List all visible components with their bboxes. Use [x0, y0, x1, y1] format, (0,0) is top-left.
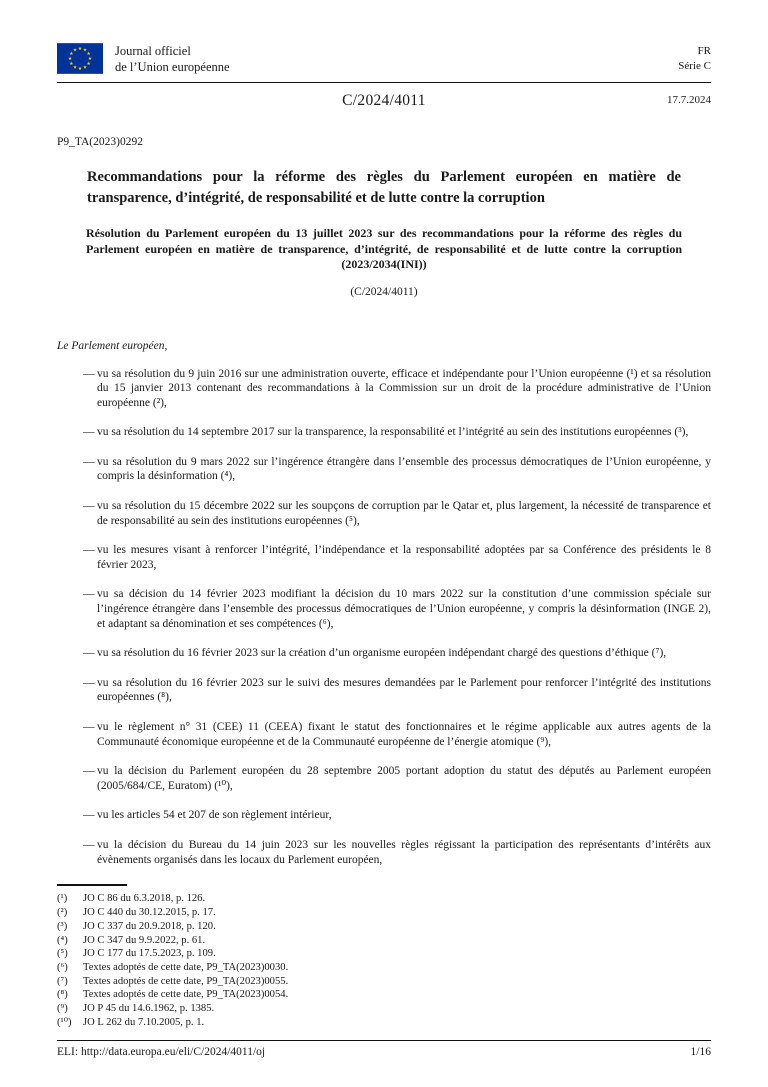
citation-text: vu sa résolution du 16 février 2023 sur la création d’un organisme européen indépendant chargé des questions d’éthique (⁷), [97, 647, 667, 660]
header-divider [57, 82, 711, 83]
citation-text: vu la décision du Bureau du 14 juin 2023 sur les nouvelles règles régissant la participation des représentants d’intérêts aux évènements organisés dans les locaux du Parlement européen, [97, 838, 711, 866]
citation-item [57, 676, 711, 705]
preamble-opening: Le Parlement européen, [57, 339, 168, 352]
citation-item [57, 499, 711, 528]
footnote-marker: (¹⁰) [57, 1016, 72, 1028]
citation-item [57, 455, 711, 484]
citation-dash-marker: — [83, 809, 95, 822]
citation-item [57, 838, 711, 867]
citation-item [57, 646, 711, 661]
footnote-item [57, 892, 711, 906]
footnote-marker: (⁵) [57, 948, 68, 960]
citation-text: vu sa résolution du 15 décembre 2022 sur les soupçons de corruption par le Qatar et, plus largement, la nécessité de transparence et de responsabilité au sein des institutions européennes (⁵), [97, 500, 711, 527]
page-header [57, 42, 711, 75]
document-reference: (C/2024/4011) [350, 285, 418, 298]
citation-text: vu les articles 54 et 207 de son règlement intérieur, [97, 809, 332, 822]
footnotes-section [57, 884, 711, 1029]
footnote-text: JO C 177 du 17.5.2023, p. 109. [83, 948, 216, 960]
citation-dash-marker: — [83, 426, 95, 439]
footnote-text: JO C 337 du 20.9.2018, p. 120. [83, 920, 216, 932]
citation-text: vu sa décision du 14 février 2023 modifiant la décision du 10 mars 2022 sur la constitution d’une commission spéciale sur l’ingérence étrangère dans l’ensemble des processus démocratiques de l’Union européenne, y compris la désinformation (INGE 2), et adaptant sa dénomination et ses compétences (⁶), [97, 588, 711, 630]
citation-item [57, 587, 711, 631]
citation-dash-marker: — [83, 838, 95, 851]
citations-list [57, 367, 711, 868]
citation-dash-marker: — [83, 544, 95, 557]
procedure-number: P9_TA(2023)0292 [57, 136, 143, 148]
footnote-item [57, 906, 711, 920]
journal-title-line1: Journal officiel [115, 44, 191, 58]
eu-flag-icon [57, 42, 103, 75]
footnote-item [57, 1002, 711, 1016]
footnote-item [57, 988, 711, 1002]
page-number: 1/16 [690, 1046, 711, 1058]
footnote-text: JO P 45 du 14.6.1962, p. 1385. [83, 1003, 215, 1015]
publication-date: 17.7.2024 [667, 94, 711, 106]
footnote-marker: (⁶) [57, 961, 68, 973]
footnote-item [57, 961, 711, 975]
journal-title [115, 42, 230, 75]
citation-dash-marker: — [83, 647, 95, 660]
footnote-item [57, 934, 711, 948]
footnote-text: JO L 262 du 7.10.2005, p. 1. [83, 1016, 205, 1028]
footnote-text: Textes adoptés de cette date, P9_TA(2023)0030. [83, 961, 289, 973]
citation-item [57, 808, 711, 823]
footnote-item [57, 975, 711, 989]
citation-text: vu le règlement n° 31 (CEE) 11 (CEEA) fixant le statut des fonctionnaires et le régime applicable aux autres agents de la Communauté économique européenne et de la Communauté européenne de l’énergie atomique (⁹), [97, 721, 711, 748]
eli-link[interactable]: ELI: http://data.europa.eu/eli/C/2024/4011/oj [57, 1046, 266, 1058]
document-number-row [57, 92, 711, 112]
footnote-marker: (⁹) [57, 1003, 68, 1015]
footnote-text: Textes adoptés de cette date, P9_TA(2023)0055. [83, 975, 289, 987]
footnote-marker: (²) [57, 907, 68, 919]
citation-text: vu sa résolution du 14 septembre 2017 sur la transparence, la responsabilité et l’intégrité au sein des institutions européennes (³), [97, 426, 689, 439]
citation-item [57, 720, 711, 749]
footnote-marker: (⁸) [57, 989, 68, 1001]
citation-text: vu sa résolution du 9 mars 2022 sur l’ingérence étrangère dans l’ensemble des processus démocratiques de l’Union européenne, y compris la désinformation (⁴), [97, 455, 711, 483]
header-edition-info [678, 42, 711, 74]
citation-text: vu les mesures visant à renforcer l’intégrité, l’indépendance et la responsabilité adoptées par sa Conférence des présidents le 8 février 2023, [97, 544, 711, 571]
citation-item [57, 425, 711, 440]
footnote-marker: (⁷) [57, 975, 68, 987]
citation-dash-marker: — [83, 500, 95, 513]
page-footer [57, 1040, 711, 1058]
citation-dash-marker: — [83, 721, 95, 733]
footnote-marker: (³) [57, 920, 68, 932]
footnote-item [57, 920, 711, 934]
citation-dash-marker: — [83, 588, 95, 601]
citation-dash-marker: — [83, 676, 95, 689]
citation-dash-marker: — [83, 367, 95, 380]
footnote-separator [57, 884, 127, 886]
footnote-text: JO C 86 du 6.3.2018, p. 126. [83, 893, 206, 905]
footnote-marker: (¹) [57, 893, 68, 905]
citation-item [57, 543, 711, 572]
language-code: FR [697, 45, 711, 57]
citation-text: vu la décision du Parlement européen du 28 septembre 2005 portant adoption du statut des députés au Parlement européen (2005/684/CE, Euratom) (¹⁰), [97, 765, 711, 792]
citation-item [57, 367, 711, 411]
footnote-text: JO C 347 du 9.9.2022, p. 61. [83, 934, 206, 946]
footnote-item [57, 1016, 711, 1030]
citation-dash-marker: — [83, 455, 95, 468]
document-subtitle: Résolution du Parlement européen du 13 juillet 2023 sur des recommandations pour la réforme des règles du Parlement européen en matière de transparence, d’intégrité, de responsabilité et de lutte contre la corruption (2023/2034(INI)) [86, 226, 682, 271]
document-number: C/2024/4011 [342, 92, 426, 109]
citation-dash-marker: — [83, 765, 95, 778]
footnote-marker: (⁴) [57, 934, 68, 946]
footnote-text: JO C 440 du 30.12.2015, p. 17. [83, 907, 216, 919]
citation-item [57, 764, 711, 793]
citation-text: vu sa résolution du 16 février 2023 sur le suivi des mesures demandées par le Parlement pour renforcer l’intégrité des institutions européennes (⁸), [97, 676, 711, 704]
series-label: Série C [678, 60, 711, 72]
document-title: Recommandations pour la réforme des règles du Parlement européen en matière de transparence, d’intégrité, de responsabilité et de lutte contre la corruption [87, 169, 681, 206]
journal-title-line2: de l’Union européenne [115, 60, 230, 74]
footnote-text: Textes adoptés de cette date, P9_TA(2023)0054. [83, 989, 289, 1001]
citation-text: vu sa résolution du 9 juin 2016 sur une administration ouverte, efficace et indépendante pour l’Union européenne (¹) et sa résolution du 15 janvier 2013 contenant des recommandations à la Commission sur un droit de la procédure administrative de l’Union européenne (²), [97, 367, 711, 409]
footnote-item [57, 947, 711, 961]
